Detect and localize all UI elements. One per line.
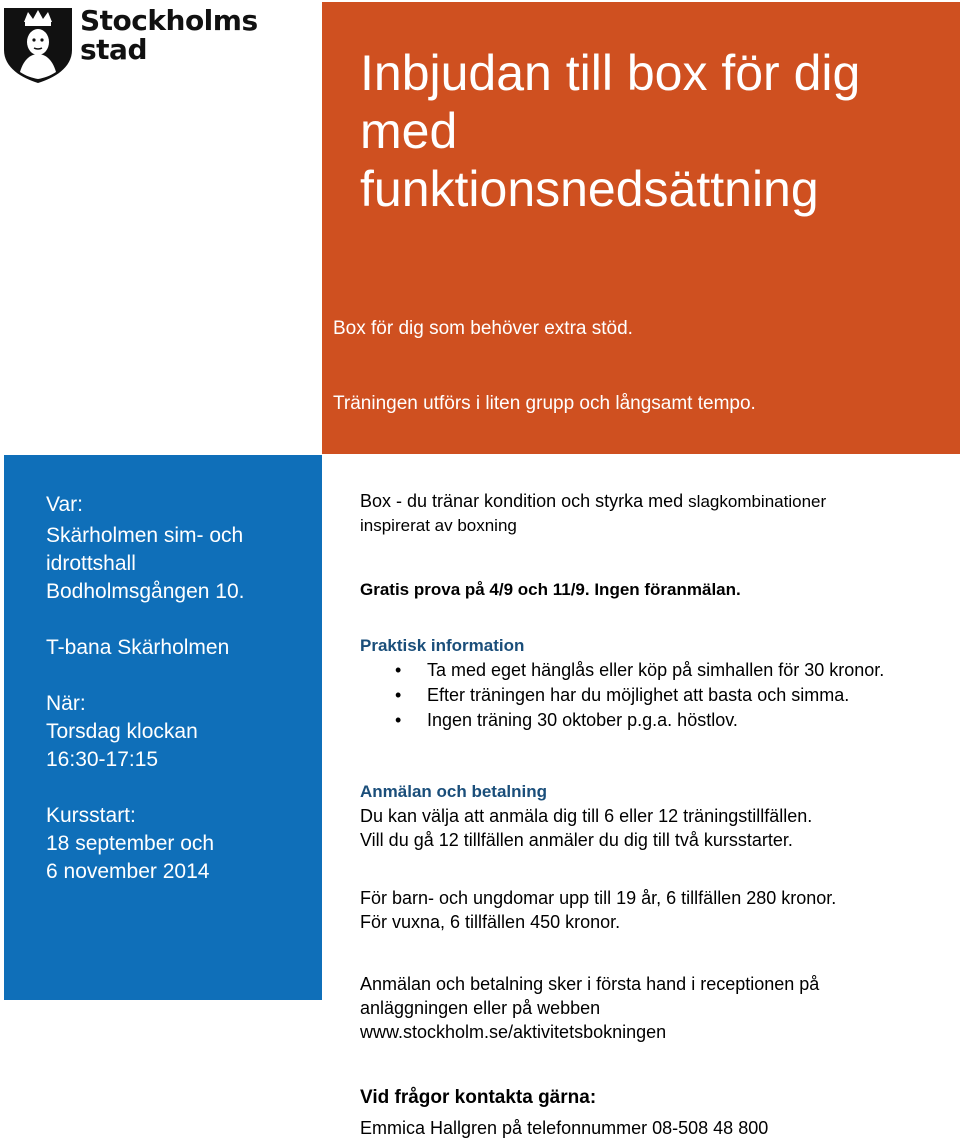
list-item: • Ingen träning 30 oktober p.g.a. höstlov. — [360, 708, 960, 733]
when-label: När: — [46, 692, 86, 715]
time-range: 16:30-17:15 — [46, 748, 159, 771]
metro-station: T-bana Skärholmen — [46, 636, 230, 659]
reception-line-2: anläggningen eller på webben — [360, 998, 601, 1018]
stockholms-stad-logo — [0, 0, 320, 90]
intro-line-1 — [360, 489, 826, 514]
subtitle-extra-support: Box för dig som behöver extra stöd. — [333, 318, 633, 339]
logo-text-line1: Stockholms — [80, 4, 258, 37]
course-start-label: Kursstart: — [46, 804, 136, 827]
signup-section — [360, 780, 812, 852]
title-line-2: med — [360, 103, 458, 159]
price-youth: För barn- och ungdomar upp till 19 år, 6 tillfällen 280 kronor. — [360, 888, 837, 908]
signup-line-2: Vill du gå 12 tillfällen anmäler du dig till två kursstarter. — [360, 830, 793, 850]
intro-line-1a: Box - du tränar kondition och styrka med — [360, 491, 689, 511]
title-line-3: funktionsnedsättning — [360, 161, 819, 217]
place-line-1: Skärholmen sim- och — [46, 524, 244, 547]
list-item: • Ta med eget hänglås eller köp på simhallen för 30 kronor. — [360, 658, 960, 683]
signup-line-1: Du kan välja att anmäla dig till 6 eller 12 träningstillfällen. — [360, 806, 813, 826]
signup-heading: Anmälan och betalning — [360, 782, 548, 801]
contact-section — [360, 1086, 768, 1140]
practical-info-section — [360, 634, 960, 733]
city-crest-icon — [2, 2, 74, 84]
booking-website: www.stockholm.se/aktivitetsbokningen — [360, 1022, 667, 1042]
contact-heading: Vid frågor kontakta gärna: — [360, 1087, 597, 1108]
practical-info-heading: Praktisk information — [360, 636, 525, 655]
contact-line: Emmica Hallgren på telefonnummer 08-508 48 800 — [360, 1118, 769, 1138]
page-title — [360, 44, 940, 218]
logo-text-line2: stad — [80, 33, 147, 66]
where-label: Var: — [46, 493, 83, 516]
reception-line-1: Anmälan och betalning sker i första hand i receptionen på — [360, 974, 820, 994]
free-trial-notice: Gratis prova på 4/9 och 11/9. Ingen föranmälan. — [360, 580, 741, 599]
title-line-1: Inbjudan till box för dig — [360, 45, 861, 101]
intro-line-1b: slagkombinationer — [688, 492, 827, 511]
subtitle-small-group: Träningen utförs i liten grupp och långsamt tempo. — [333, 393, 756, 414]
course-dates-line-2: 6 november 2014 — [46, 860, 210, 883]
list-item: • Efter träningen har du möjlighet att basta och simma. — [360, 683, 960, 708]
pricing-section — [360, 886, 836, 934]
address: Bodholmsgången 10. — [46, 580, 245, 603]
course-dates-line-1: 18 september och — [46, 832, 215, 855]
registration-section — [360, 972, 819, 1044]
practical-info-list — [360, 658, 960, 733]
intro-text — [360, 489, 826, 538]
intro-line-2: inspirerat av boxning — [360, 516, 517, 535]
price-adult: För vuxna, 6 tillfällen 450 kronor. — [360, 912, 621, 932]
weekday-time: Torsdag klockan — [46, 720, 198, 743]
place-line-2: idrottshall — [46, 552, 136, 575]
